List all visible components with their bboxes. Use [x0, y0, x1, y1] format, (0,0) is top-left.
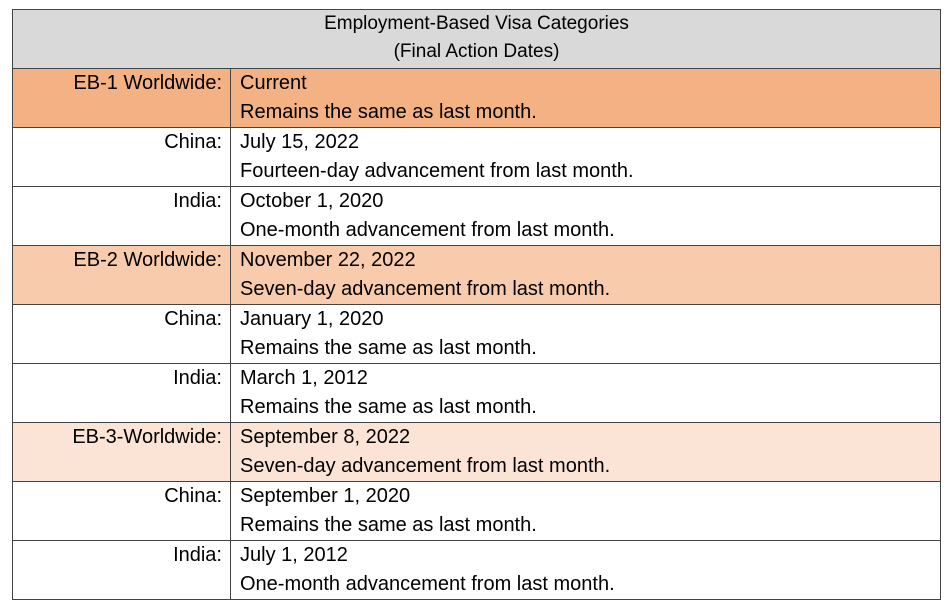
row-label: India:: [13, 187, 231, 246]
row-note: One-month advancement from last month.: [240, 219, 615, 241]
row-label: EB-3-Worldwide:: [13, 423, 231, 482]
row-note: Remains the same as last month.: [240, 514, 537, 536]
table-row-eb2-worldwide: [13, 246, 941, 305]
row-date: September 1, 2020: [240, 485, 411, 507]
row-label: India:: [13, 364, 231, 423]
table-row-eb2-china: [13, 305, 941, 364]
row-label: India:: [13, 541, 231, 600]
row-label: EB-2 Worldwide:: [13, 246, 231, 305]
row-date: January 1, 2020: [240, 308, 384, 330]
row-date: September 8, 2022: [240, 426, 411, 448]
row-date: March 1, 2012: [240, 367, 368, 389]
row-note: Remains the same as last month.: [240, 396, 537, 418]
table-row-eb1-worldwide: [13, 69, 941, 128]
table-row-eb3-china: [13, 482, 941, 541]
row-value: [231, 423, 941, 482]
visa-bulletin-table: [12, 9, 941, 600]
row-note: Remains the same as last month.: [240, 101, 537, 123]
row-label: China:: [13, 305, 231, 364]
table-row-eb2-india: [13, 364, 941, 423]
table-title: [13, 10, 941, 69]
row-date: October 1, 2020: [240, 190, 384, 212]
row-note: Seven-day advancement from last month.: [240, 278, 611, 300]
table-row-eb1-china: [13, 128, 941, 187]
row-label: China:: [13, 482, 231, 541]
row-note: Seven-day advancement from last month.: [240, 455, 611, 477]
row-date: November 22, 2022: [240, 249, 416, 271]
row-note: Remains the same as last month.: [240, 337, 537, 359]
row-value: [231, 482, 941, 541]
row-date: July 15, 2022: [240, 131, 359, 153]
table-title-line-1: Employment-Based Visa Categories: [324, 13, 629, 34]
table-title-line-2: (Final Action Dates): [393, 41, 560, 62]
row-note: Fourteen-day advancement from last month.: [240, 160, 634, 182]
row-value: [231, 305, 941, 364]
table-row-eb1-india: [13, 187, 941, 246]
row-label: EB-1 Worldwide:: [13, 69, 231, 128]
row-note: One-month advancement from last month.: [240, 573, 615, 595]
row-value: [231, 187, 941, 246]
row-label: China:: [13, 128, 231, 187]
row-value: [231, 69, 941, 128]
row-date: July 1, 2012: [240, 544, 348, 566]
table-header-row: [13, 10, 941, 69]
row-value: [231, 128, 941, 187]
row-value: [231, 246, 941, 305]
table-row-eb3-worldwide: [13, 423, 941, 482]
row-value: [231, 541, 941, 600]
row-date: Current: [240, 72, 307, 94]
table-row-eb3-india: [13, 541, 941, 600]
row-value: [231, 364, 941, 423]
